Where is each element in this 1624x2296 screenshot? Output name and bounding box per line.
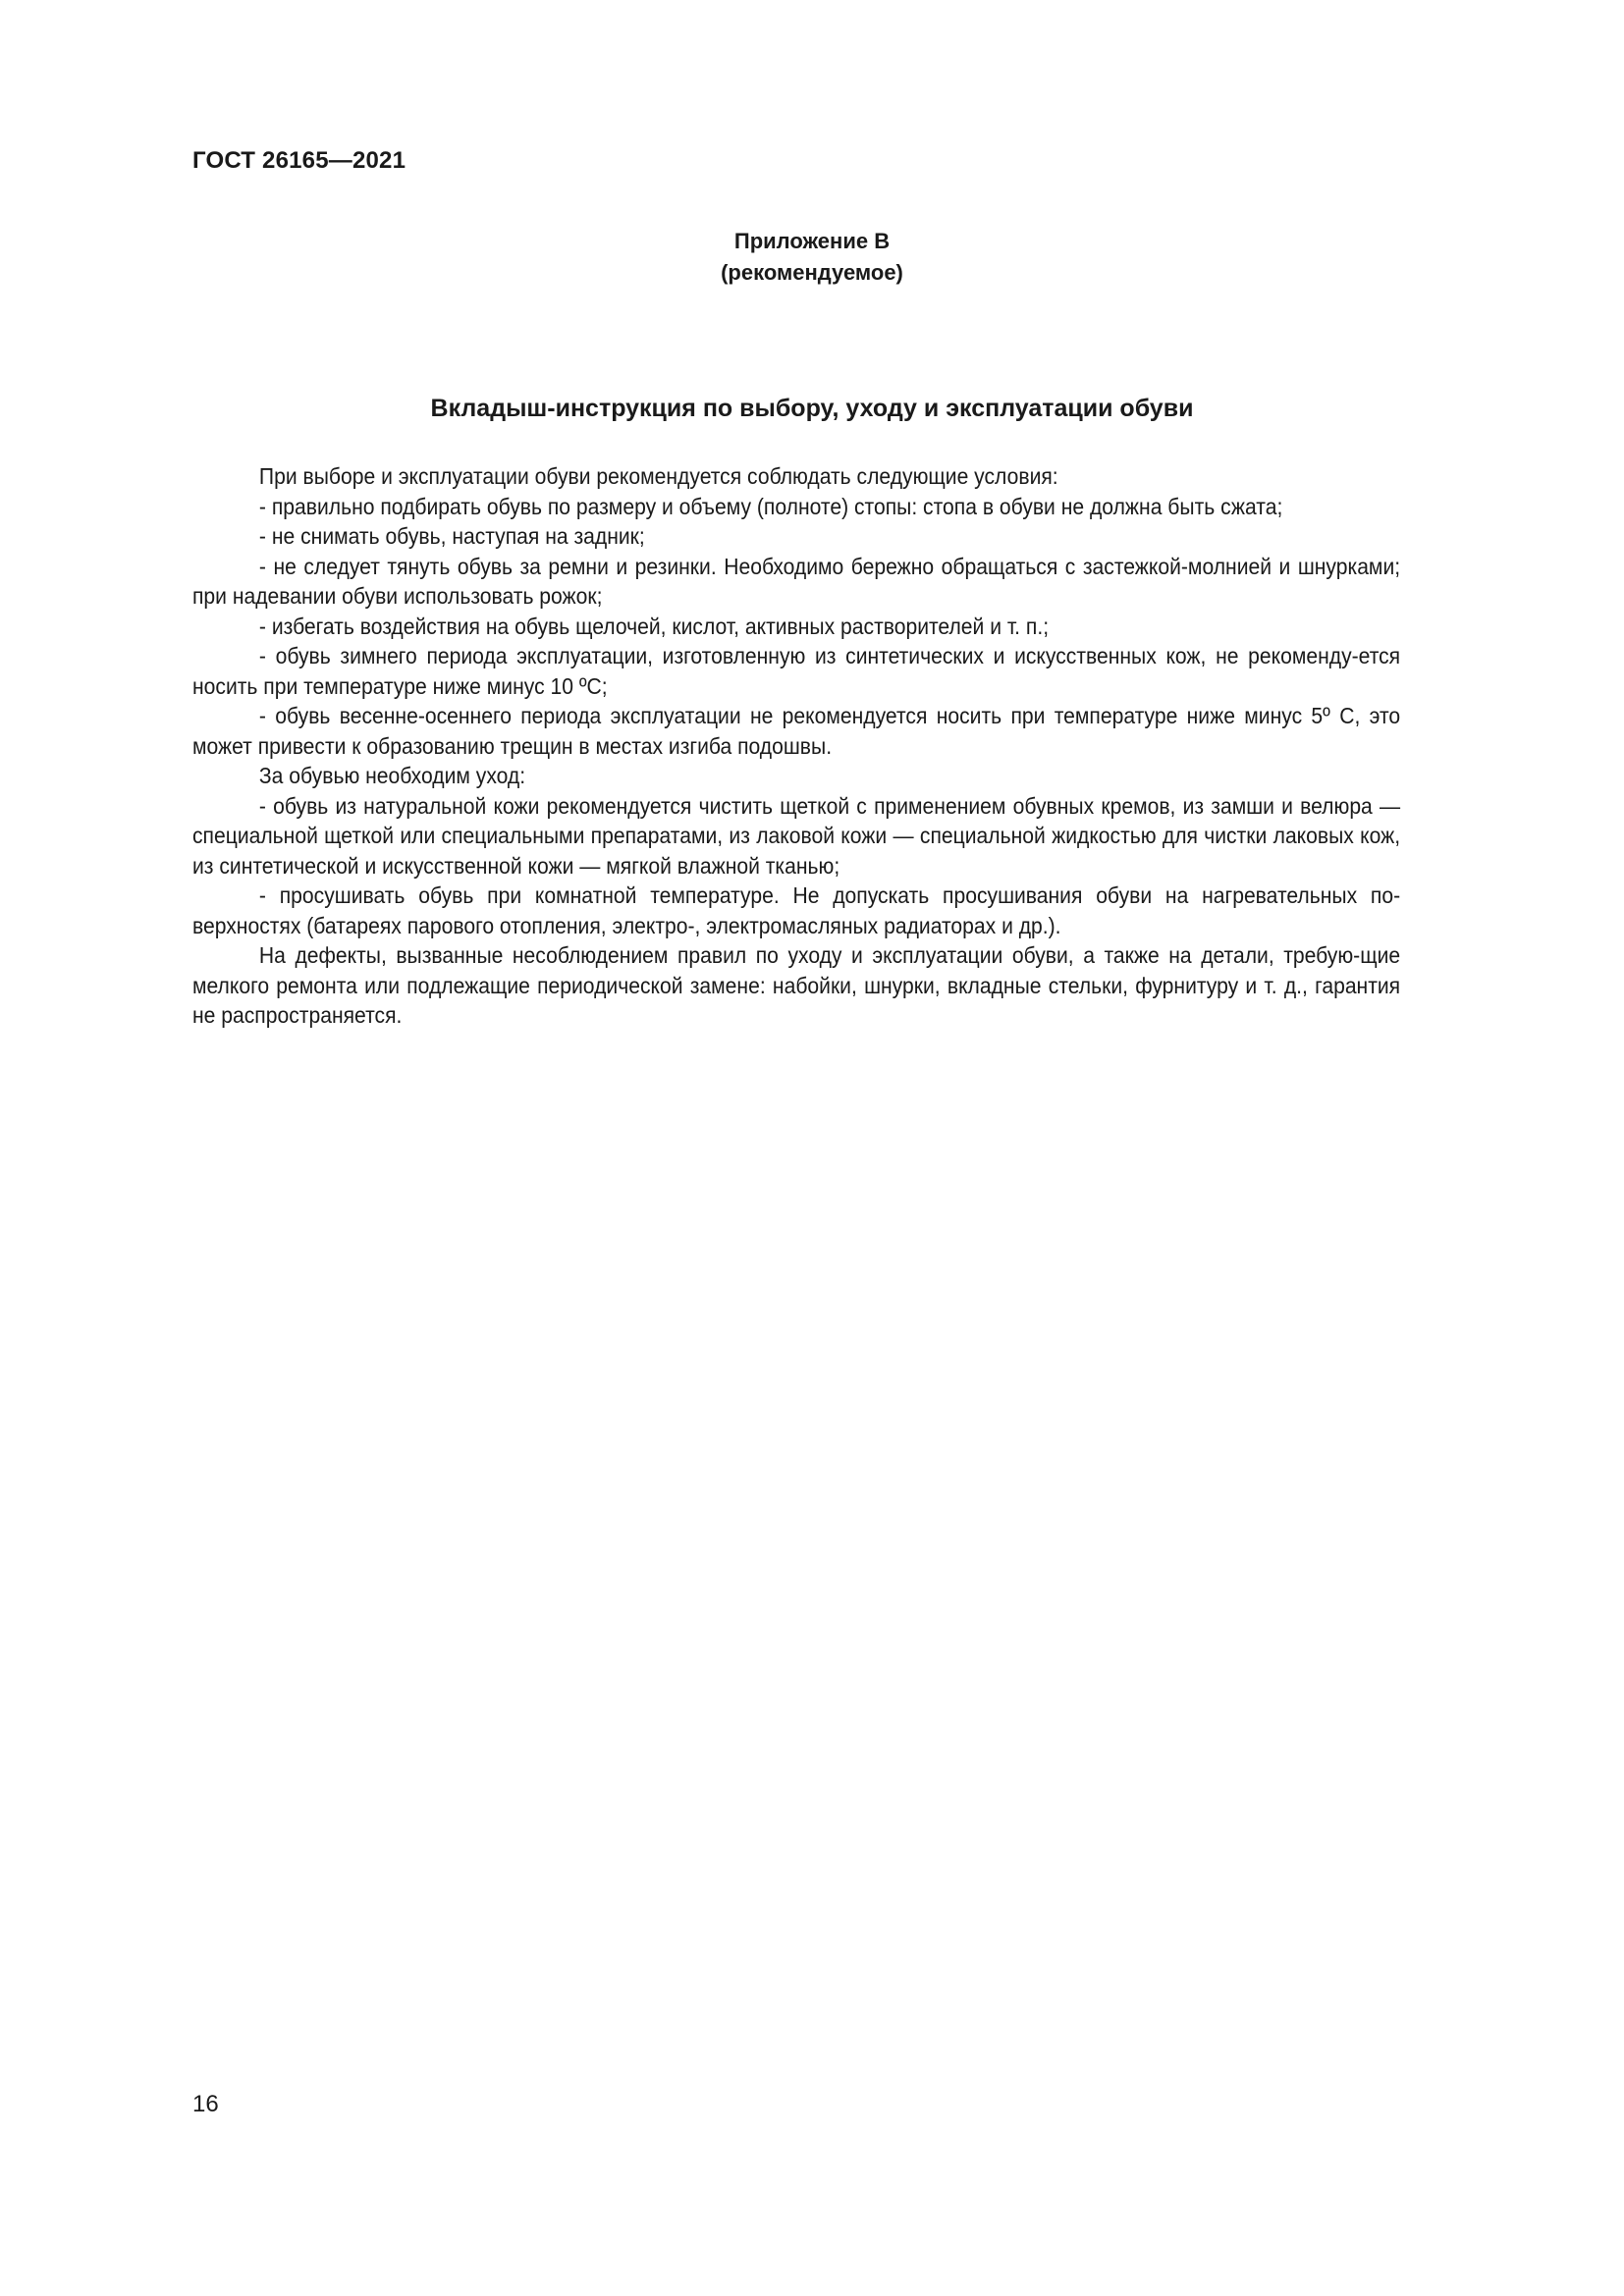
body-text (192, 461, 1400, 1031)
paragraph: На дефекты, вызванные несоблюдением правил по уходу и эксплуатации обуви, а также на детали, требую-щие мелкого ремонта или подлежащие периодической замене: набойки, шнурки, вкладные стельки, фурнитуру и т. д., гарантия не распространяется. (192, 942, 1401, 1028)
list-item: - не следует тянуть обувь за ремни и резинки. Необходимо бережно обращаться с застежкой-молнией и шнурками; при надевании обуви использовать рожок; (192, 553, 1401, 609)
appendix-status: (рекомендуемое) (721, 260, 903, 285)
list-item: - просушивать обувь при комнатной температуре. Не допускать просушивания обуви на нагревательных по-верхностях (батареях парового отопления, электро-, электромасляных радиаторах и др.). (192, 882, 1401, 938)
list-item: - правильно подбирать обувь по размеру и объему (полноте) стопы: стопа в обуви не должна быть сжата; (258, 493, 1283, 519)
list-item: - не снимать обувь, наступая на задник; (258, 523, 645, 549)
list-item: - обувь из натуральной кожи рекомендуется чистить щеткой с применением обувных кремов, из замши и велюра — специальной щеткой или специальными препаратами, из лаковой кожи — специальной жидкостью для чистки лаковых кож, из синтетической и искусственной кожи — мягкой влажной тканью; (192, 792, 1401, 879)
page-number: 16 (192, 2091, 219, 2117)
list-item: - обувь зимнего периода эксплуатации, изготовленную из синтетических и искусственных кож, не рекоменду-ется носить при температуре ниже минус 10 ºС; (192, 643, 1401, 699)
appendix-title: Приложение В (733, 229, 891, 253)
paragraph: За обувью необходим уход: (258, 763, 526, 788)
document-number: ГОСТ 26165—2021 (192, 147, 406, 174)
appendix-heading (192, 226, 1432, 289)
paragraph: При выборе и эксплуатации обуви рекомендуется соблюдать следующие условия: (258, 463, 1058, 489)
list-item: - избегать воздействия на обувь щелочей, кислот, активных растворителей и т. п.; (258, 613, 1050, 639)
list-item: - обувь весенне-осеннего периода эксплуатации не рекомендуется носить при температуре ниже минус 5º С, это может привести к образованию трещин в местах изгиба подошвы. (192, 703, 1401, 759)
section-title: Вкладыш-инструкция по выбору, уходу и эксплуатации обуви (430, 395, 1194, 422)
